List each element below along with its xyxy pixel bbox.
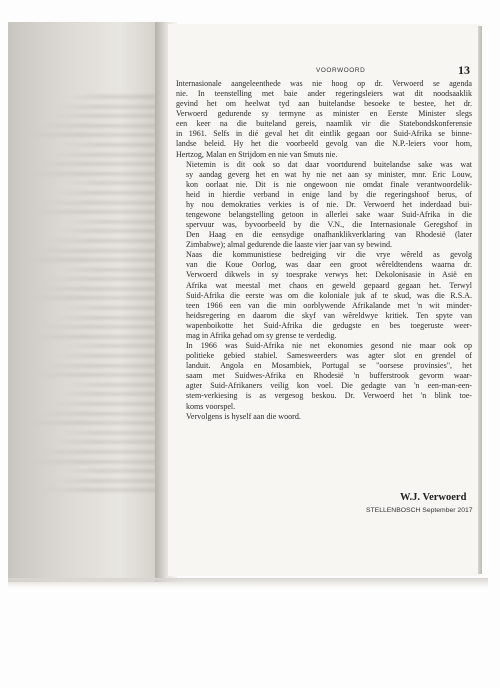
blur-line (54, 191, 158, 194)
blur-line (61, 143, 159, 146)
blur-line (53, 316, 158, 319)
running-head: VOORWOORD (316, 67, 366, 74)
text-line: landuit. Angola en Mosambiek, Portugal se "oorsese provinsies", het (186, 361, 472, 371)
blur-line (40, 412, 158, 415)
text-line: sy aandag geverg het en wat hy nie net aan sy minister, mnr. Eric Louw, (186, 169, 472, 179)
text-line: Verwoerd dikwels in sy toesprake verwys het: Dekolonisasie in Asië en (186, 270, 472, 280)
blur-line (37, 373, 158, 376)
blur-line (62, 306, 158, 309)
text-line: in 1961. Selfs in dié geval het dit eintlik gegaan oor Suid-Afrika se binne- (176, 129, 472, 139)
text-line: agter Suid-Afrikaners veilig kon voel. Die gedagte van 'n een-man-een- (186, 381, 472, 391)
blur-line (55, 354, 158, 357)
blur-line (63, 181, 158, 184)
blur-line (32, 297, 158, 300)
blur-line (49, 402, 158, 405)
text-line: In 1966 was Suid-Afrika nie net ekonomies gesond nie maar ook op (186, 341, 472, 351)
text-line: tengewone belangstelling getoon in allerlei sake waar Suid-Afrika in die (186, 210, 472, 220)
text-line: hy nou demokraties verkies is of nie. Dr. Verwoerd het inderdaad bui- (186, 199, 472, 209)
blur-line (58, 393, 158, 396)
blur-line (48, 239, 159, 242)
blur-line (49, 114, 158, 117)
text-line: Naas die kommunistiese bedreiging vir die vrye wêreld as gevolg (186, 250, 472, 260)
blur-line (31, 133, 158, 136)
blur-line (41, 287, 158, 290)
blur-line (46, 364, 158, 367)
text-line: Internasionale aangeleenthede was nie hoog op dr. Verwoerd se agenda (176, 79, 472, 88)
text-line: spervuur was, byvoorbeeld by die V.N., die Internasionale Geregshof in (186, 220, 472, 230)
blur-line (31, 421, 158, 424)
text-line: wapenboikotte het Suid-Afrika die gedugste en bes toegeruste weer- (186, 320, 472, 330)
blur-line (42, 450, 158, 453)
blur-line (44, 325, 158, 328)
left-page-text-blur (28, 92, 158, 512)
text-line: Zimbabwe); almal gedurende die laaste vier jaar van sy bewind. (186, 240, 393, 250)
text-line: landse beleid. Hy het die voorbeeld gevolg van die N.P.-leiers voor hom, (176, 139, 472, 149)
blur-line (36, 210, 158, 213)
paragraph (176, 341, 472, 412)
blur-line (45, 488, 158, 491)
page-bottom-shadow (8, 578, 488, 588)
blur-line (42, 162, 158, 165)
text-line: Den Haag en die eensydige onafhanklikverklaring van Rhodesië (later (186, 230, 472, 240)
blur-line (40, 124, 158, 127)
text-line: mag in Afrika gehad om sy grense te verdedig. (186, 330, 337, 340)
text-line: van die Koue Oorlog, was daar een groot wêreldtendens waarna dr. (186, 260, 472, 270)
blur-line (58, 105, 158, 108)
text-line: Vervolgens is hyself aan die woord. (186, 411, 301, 421)
blur-line (63, 469, 158, 472)
blur-line (67, 383, 158, 386)
blur-line (51, 153, 158, 156)
text-line: gevind het om heelwat tyd aan buitelandse besoeke te bestee, het dr. (176, 99, 472, 109)
blur-line (54, 479, 158, 482)
text-line: stem-verkiesing is as vergesog beskou. Dr. Verwoerd het 'n blink toe- (186, 391, 472, 401)
text-line: Suid-Afrika die eerste was om die koloniale juk af te skud, was die R.S.A. (186, 290, 472, 300)
text-line: teen 1966 een van die min oorblywende Afrikalande met 'n wit minder- (186, 300, 472, 310)
signature-name: W.J. Verwoerd (400, 492, 467, 503)
blur-line (59, 268, 158, 271)
text-line: Hertzog, Malan en Strijdom en nie van Smuts nie. (176, 149, 338, 159)
text-line: koms voorspel. (186, 401, 236, 411)
paragraph (176, 412, 472, 422)
text-line: politieke gebied stabiel. Samesweerders was agter slot en grendel of (186, 351, 472, 361)
blur-line (64, 345, 158, 348)
text-line: saam met Suidwes-Afrika en Rhodesië 'n bufferstrook gevorm waar- (186, 371, 472, 381)
text-line: een keer na die buiteland gereis, naamlik vir die Statebondskonferensie (176, 119, 472, 129)
text-line: nie. In teenstelling met baie ander regeringsleiers wat dit noodsaaklik (176, 89, 472, 99)
blur-line (29, 258, 158, 261)
paragraph (176, 160, 472, 251)
left-page-blurred (8, 22, 168, 582)
blur-line (33, 460, 158, 463)
text-line: Verwoerd gedurende sy termyne as minister en Eerste Minister slegs (176, 109, 472, 119)
blur-line (45, 201, 158, 204)
blur-line (35, 335, 159, 338)
blur-line (61, 431, 159, 434)
blur-line (33, 172, 158, 175)
blur-line (67, 95, 158, 98)
blur-line (50, 277, 158, 280)
signature-date: September 2017 (422, 507, 473, 514)
signature-place: STELLENBOSCH (366, 507, 421, 514)
paragraph (176, 79, 472, 160)
paragraph (176, 250, 472, 341)
text-line: Afrika wat meestal met chaos en geweld gepaard gegaan het. Terwyl (186, 280, 472, 290)
text-line: heid in hierdie verband in enige land by die regeringshoof berus, of (186, 189, 472, 199)
blur-line (57, 229, 158, 232)
page-number: 13 (458, 63, 470, 77)
text-line: Nietemin is dit ook so dat daar voortdurend buitelandse sake was wat (186, 159, 472, 169)
blur-line (38, 249, 158, 252)
text-line: kon oorlaat nie. Dit is nie ongewoon nie omdat finale verantwoordelik- (186, 179, 472, 189)
text-line: heidsregering en daarom die skyf van wêreldwye kritiek. Ten spyte van (186, 310, 472, 320)
signature-place-date (366, 507, 473, 514)
blur-line (51, 440, 158, 443)
page-edge (478, 26, 482, 574)
body-text (176, 79, 472, 422)
blur-line (66, 220, 158, 223)
